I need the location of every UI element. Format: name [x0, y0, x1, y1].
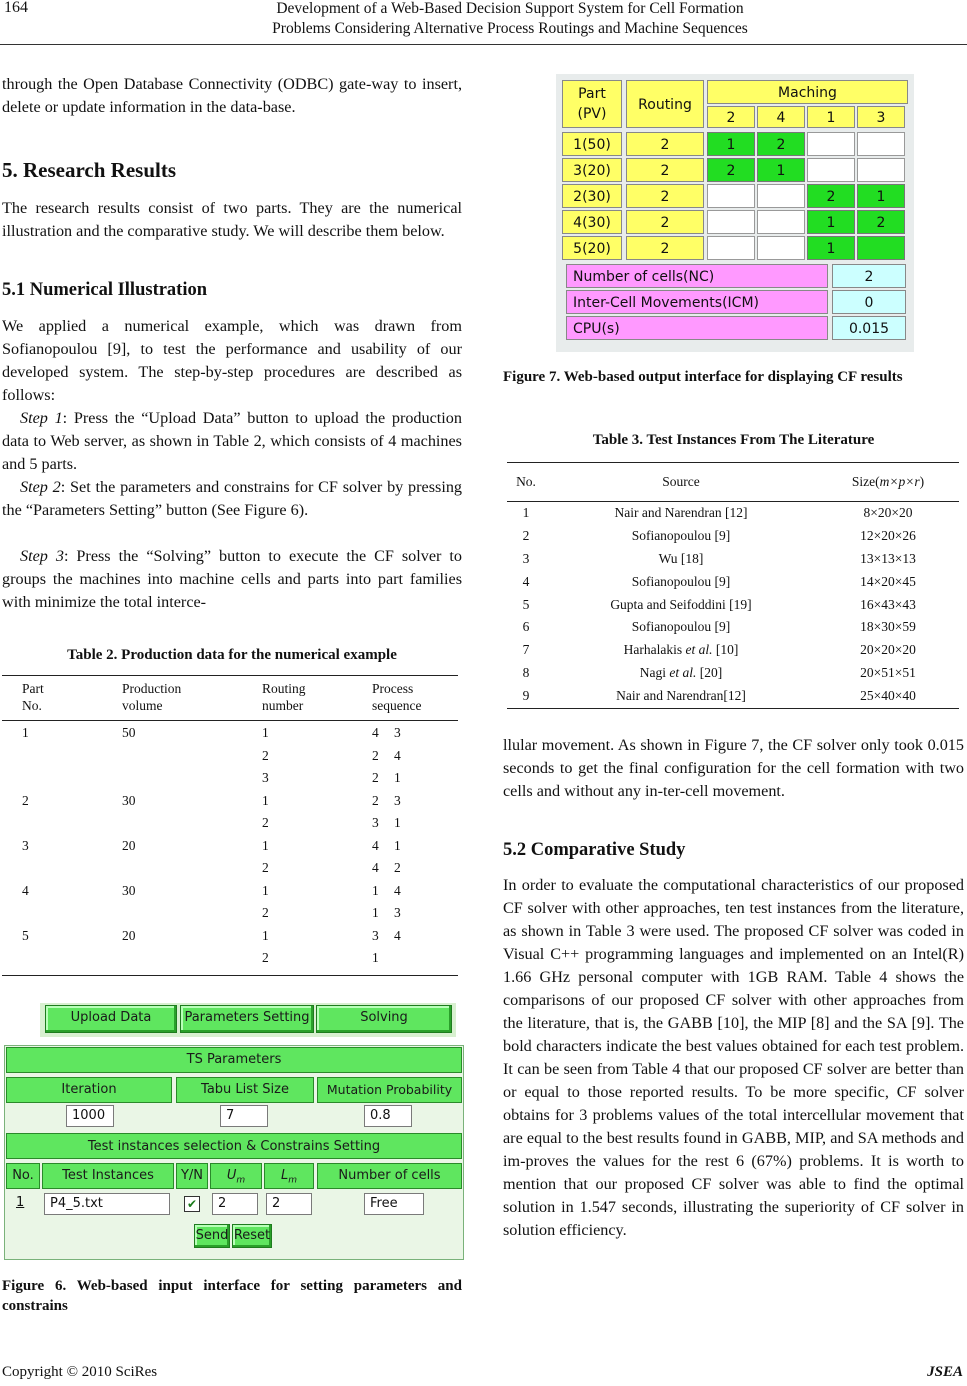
maching-header: Maching	[707, 80, 908, 104]
paragraph-section-5-1: We applied a numerical example, which was drawn from Sofianopoulou [9], to test the performance and usability of our developed system. The step-by-step procedures are described as follows:	[2, 317, 462, 404]
table-row	[507, 548, 959, 571]
figure-6	[0, 995, 470, 1265]
header-rule	[0, 44, 967, 45]
routing-cell: 2	[626, 210, 704, 234]
test-instances-selection-title: Test instances selection & Constrains Setting	[6, 1133, 462, 1159]
process-sequence-cell	[372, 721, 458, 748]
table-cell: 13×13×13	[860, 550, 916, 566]
section-heading-5: 5. Research Results	[2, 158, 177, 182]
table-cell: 2	[22, 792, 29, 808]
machine-header: 2	[707, 106, 755, 128]
mutation-probability-header: Mutation Probability	[317, 1077, 462, 1103]
table-row	[507, 525, 959, 548]
section-heading-5-1: 5.1 Numerical Illustration	[2, 280, 208, 300]
table-2-header-cell: Production volume	[122, 681, 182, 713]
table-cell: 18×30×59	[860, 619, 916, 635]
table-cell: 2	[262, 950, 269, 965]
table-3-header-no: No.	[516, 474, 536, 489]
sequence-step: 4	[394, 747, 401, 763]
table-row	[2, 883, 458, 906]
step-3-label: Step 3	[20, 547, 64, 565]
table-cell: 1	[262, 837, 269, 853]
assignment-cell: 1	[807, 210, 855, 234]
sequence-step: 3	[394, 792, 401, 808]
table-cell	[122, 905, 262, 928]
process-sequence-cell	[372, 950, 458, 973]
assignment-cell: 1	[807, 236, 855, 260]
table-row	[507, 684, 959, 707]
sequence-step: 3	[394, 905, 401, 920]
table-cell: 3	[262, 770, 269, 785]
process-sequence-cell	[372, 770, 458, 793]
assignment-cell	[707, 236, 755, 260]
sequence-step: 2	[394, 860, 401, 875]
part-cell: 5(20)	[562, 236, 622, 260]
assignment-cell	[857, 236, 905, 260]
assignment-cell: 2	[857, 210, 905, 234]
table-2-header-cell: Routing number	[262, 681, 306, 713]
table-row	[2, 721, 458, 748]
yn-checkbox[interactable]: ✔	[184, 1196, 200, 1212]
process-sequence-cell	[372, 838, 458, 861]
um-header-letter: U	[226, 1168, 237, 1183]
step-1-label: Step 1	[20, 409, 63, 427]
page-number: 164	[4, 0, 28, 16]
cpu-value: 0.015	[832, 316, 906, 340]
table-cell: 20×20×20	[860, 642, 916, 658]
paragraph-section-5-2: In order to evaluate the computational characteristics of our proposed CF solver with other approaches, ten test instances from the literature, as shown in Table 3 were used. The proposed CF solver was coded in Visual C++ programming languages and implemented on an Intel(R) 1.66 GHz personal computer with 1GB RAM. Table 4 shows the comparisons of our proposed CF solver with other approaches from the literature, that is, the GABB [10], the MIP [8] and the SA [9]. The bold characters indicate the best values obtained for each test problem. It can be seen from Table 4 that our proposed CF solver are better than or equal to those reported results. To be more specific, CF solver obtains for 3 problems values of the total intercellular movement that are equal to the best results found in GABB, MIP, and SA methods and im-proves the values for the rest 6 (67%) problems. It is worth to mention that our proposed CF solver was able to find the optimal solution in 1.547 seconds, illustrating the superiority of CF solver in solution efficiency.	[503, 876, 964, 1239]
routing-cell: 2	[626, 132, 704, 156]
routing-header: Routing	[626, 80, 704, 128]
step-1-text: : Press the “Upload Data” button to upload the production data to Web server, as shown in Table 2, which consists of 4 machines and 5 parts.	[2, 409, 462, 473]
table-cell: Harhalakis et al. [10]	[623, 642, 739, 658]
sequence-step: 2	[372, 792, 379, 808]
table-3-header-row	[507, 463, 959, 502]
table-cell: 1	[262, 792, 269, 808]
table-cell: 25×40×40	[860, 687, 916, 703]
sequence-step: 2	[372, 770, 379, 785]
table-cell: 14×20×45	[860, 573, 916, 589]
sequence-step: 1	[372, 905, 379, 920]
sequence-step: 4	[372, 837, 379, 853]
table-cell	[2, 748, 122, 771]
table-cell: 1	[522, 505, 530, 521]
step-2-text: : Set the parameters and constrains for CF solver by pressing the “Parameters Setting” button (See Figure 6).	[2, 478, 463, 519]
table-cell: 6	[522, 619, 530, 635]
table-cell: 20	[122, 927, 136, 943]
table-cell: 1	[262, 882, 269, 898]
table-row	[2, 748, 458, 771]
table-cell: 9	[522, 687, 530, 703]
sequence-step: 4	[394, 882, 401, 898]
reset-button[interactable]: Reset	[232, 1224, 272, 1248]
lm-input[interactable]: 2	[266, 1193, 312, 1215]
footer-copyright: Copyright © 2010 SciRes	[2, 1364, 158, 1380]
assignment-cell: 2	[757, 132, 805, 156]
table-cell: 8	[522, 664, 530, 680]
nc-value: 2	[832, 264, 906, 288]
figure-7	[556, 74, 914, 352]
table-cell: Gupta and Seifoddini [19]	[610, 596, 752, 612]
table-cell: 4	[522, 573, 530, 589]
process-sequence-cell	[372, 860, 458, 883]
solving-button[interactable]: Solving	[316, 1005, 452, 1033]
table-cell	[2, 905, 122, 928]
table-cell: 5	[22, 927, 29, 943]
table-cell: Sofianopoulou [9]	[631, 619, 731, 635]
table-row	[2, 770, 458, 793]
table-2-caption: Table 2. Production data for the numerical example	[67, 647, 397, 663]
table-row	[2, 905, 458, 928]
part-header-label: Part	[578, 86, 606, 102]
table-cell	[122, 950, 262, 973]
table-3-header-source: Source	[662, 474, 700, 489]
nc-label: Number of cells(NC)	[566, 264, 828, 288]
assignment-cell	[757, 184, 805, 208]
number-of-cells-input[interactable]: Free	[364, 1193, 424, 1215]
table-row	[2, 815, 458, 838]
assignment-cell	[807, 132, 855, 156]
iteration-input[interactable]: 1000	[66, 1105, 114, 1127]
assignment-cell	[857, 158, 905, 182]
process-sequence-cell	[372, 815, 458, 838]
table-cell	[122, 860, 262, 883]
test-instances-header: Test Instances	[42, 1163, 174, 1189]
machine-header: 3	[857, 106, 905, 128]
figure-7-caption: Figure 7. Web-based output interface for displaying CF results	[503, 369, 903, 385]
table-2	[2, 675, 458, 976]
table-cell	[2, 860, 122, 883]
running-header-line2: Problems Considering Alternative Process Routings and Machine Sequences	[272, 20, 748, 37]
parameters-setting-button[interactable]: Parameters Setting	[180, 1005, 314, 1033]
sequence-step: 1	[372, 950, 379, 965]
paragraph-step-3	[2, 545, 462, 614]
footer-journal: JSEA	[927, 1364, 963, 1380]
routing-cell: 2	[626, 158, 704, 182]
table-cell: Sofianopoulou [9]	[631, 528, 731, 544]
table-cell: 2	[262, 815, 269, 830]
part-cell: 4(30)	[562, 210, 622, 234]
ts-parameters-title: TS Parameters	[6, 1047, 462, 1073]
table-cell: Nair and Narendran[12]	[616, 687, 746, 703]
assignment-cell	[707, 184, 755, 208]
table-row	[507, 502, 959, 525]
assignment-cell: 2	[707, 158, 755, 182]
table-cell: 3	[22, 837, 29, 853]
routing-cell: 2	[626, 236, 704, 260]
table-cell: 2	[262, 905, 269, 920]
paragraph-section-5: The research results consist of two parts. They are the numerical illustration and the comparative study. We will describe them below.	[2, 199, 462, 240]
process-sequence-cell	[372, 883, 458, 906]
sequence-step: 3	[394, 725, 401, 740]
table-cell: 30	[122, 792, 136, 808]
table-row	[2, 793, 458, 816]
icm-value: 0	[832, 290, 906, 314]
process-sequence-cell	[372, 928, 458, 951]
table-3-bottom-rule	[507, 708, 959, 709]
table-cell: 20×51×51	[860, 664, 916, 680]
lm-header-subscript: m	[288, 1175, 298, 1186]
icm-label: Inter-Cell Movements(ICM)	[566, 290, 828, 314]
sequence-step: 3	[372, 927, 379, 943]
assignment-cell: 1	[757, 158, 805, 182]
sequence-step: 1	[394, 815, 401, 830]
table-cell: 2	[262, 860, 269, 875]
machine-header: 4	[757, 106, 805, 128]
paragraph-step-2	[2, 476, 462, 522]
table-2-bottom-rule	[2, 975, 458, 976]
table-3-header-size: Size(m×p×r)	[851, 474, 925, 489]
table-2-header-row	[2, 676, 458, 721]
section-heading-5-2: 5.2 Comparative Study	[503, 840, 686, 860]
table-cell: 7	[522, 642, 530, 658]
upload-data-button[interactable]: Upload Data	[45, 1005, 177, 1033]
sequence-step: 4	[372, 860, 379, 875]
test-instance-input[interactable]: P4_5.txt	[44, 1193, 170, 1215]
no-header: No.	[6, 1163, 40, 1189]
part-cell: 3(20)	[562, 158, 622, 182]
part-pv-header	[562, 80, 622, 128]
table-cell	[2, 770, 122, 793]
pv-header-label: (PV)	[577, 106, 607, 122]
assignment-cell	[857, 132, 905, 156]
step-2-label: Step 2	[20, 478, 61, 496]
table-cell	[122, 815, 262, 838]
paragraph-continuation: llular movement. As shown in Figure 7, the CF solver only took 0.015 seconds to get the final configuration for the cell formation with two cells and without any in-ter-cell movement.	[503, 736, 964, 800]
table-cell: Wu [18]	[658, 550, 704, 566]
table-cell: Sofianopoulou [9]	[631, 573, 731, 589]
tabu-list-size-input[interactable]: 7	[220, 1105, 268, 1127]
iteration-header: Iteration	[6, 1077, 172, 1103]
assignment-cell	[707, 210, 755, 234]
lm-header	[264, 1163, 314, 1189]
table-row	[507, 639, 959, 662]
table-row	[507, 570, 959, 593]
table-cell: 3	[522, 550, 530, 566]
um-input[interactable]: 2	[212, 1193, 258, 1215]
table-row	[507, 593, 959, 616]
paragraph-intro: through the Open Database Connectivity (ODBC) gate-way to insert, delete or update information in the data-base.	[2, 75, 462, 116]
assignment-cell: 1	[707, 132, 755, 156]
table-cell: 8×20×20	[863, 505, 913, 521]
table-cell: 1	[22, 725, 29, 740]
table-cell	[122, 748, 262, 771]
table-cell	[2, 950, 122, 973]
sequence-step: 3	[372, 815, 379, 830]
row-number: 1	[16, 1195, 25, 1210]
assignment-cell: 1	[857, 184, 905, 208]
sequence-step: 1	[372, 882, 379, 898]
tabu-list-size-header: Tabu List Size	[176, 1077, 314, 1103]
part-cell: 1(50)	[562, 132, 622, 156]
process-sequence-cell	[372, 793, 458, 816]
routing-cell: 2	[626, 184, 704, 208]
table-cell: 12×20×26	[860, 528, 916, 544]
table-cell: 30	[122, 882, 136, 898]
um-header	[210, 1163, 262, 1189]
cpu-label: CPU(s)	[566, 316, 828, 340]
assignment-cell	[807, 158, 855, 182]
table-row	[507, 616, 959, 639]
number-of-cells-header: Number of cells	[317, 1163, 462, 1189]
process-sequence-cell	[372, 905, 458, 928]
table-row	[2, 950, 458, 973]
table-3	[507, 462, 959, 709]
table-cell: 5	[522, 596, 530, 612]
assignment-cell	[757, 210, 805, 234]
sequence-step: 4	[372, 725, 379, 740]
machine-header: 1	[807, 106, 855, 128]
table-cell: 4	[22, 882, 29, 898]
yn-header: Y/N	[176, 1163, 208, 1189]
sequence-step: 2	[372, 747, 379, 763]
table-row	[2, 928, 458, 951]
um-header-subscript: m	[236, 1175, 246, 1186]
table-2-header-cell: Process sequence	[372, 681, 422, 713]
assignment-cell	[757, 236, 805, 260]
mutation-probability-input[interactable]: 0.8	[364, 1105, 412, 1127]
send-button[interactable]: Send	[194, 1224, 230, 1248]
sequence-step: 4	[394, 927, 401, 943]
table-cell: 20	[122, 837, 136, 853]
table-row	[2, 860, 458, 883]
figure-6-caption: Figure 6. Web-based input interface for setting parameters and constrains	[2, 1278, 462, 1314]
lm-header-letter: L	[280, 1168, 289, 1183]
table-cell: 1	[262, 927, 269, 943]
running-header-line1: Development of a Web-Based Decision Support System for Cell Formation	[276, 0, 744, 17]
table-cell: Nair and Narendran [12]	[614, 505, 748, 521]
table-cell: 1	[262, 725, 269, 740]
table-cell	[2, 815, 122, 838]
table-cell: Nagi et al. [20]	[639, 664, 723, 680]
assignment-cell: 2	[807, 184, 855, 208]
sequence-step: 1	[394, 837, 401, 853]
process-sequence-cell	[372, 748, 458, 771]
table-cell: 2	[522, 528, 530, 544]
table-cell: 2	[262, 747, 269, 763]
table-cell: 50	[122, 725, 136, 740]
sequence-step: 1	[394, 770, 401, 785]
table-row	[507, 662, 959, 685]
paragraph-step-1	[2, 407, 462, 476]
table-row	[2, 838, 458, 861]
step-3-text: : Press the “Solving” button to execute the CF solver to groups the machines into machine cells and parts into part families with minimize the total interce-	[2, 547, 463, 611]
table-2-header-cell: Part No.	[22, 681, 44, 713]
table-cell	[122, 770, 262, 793]
table-3-caption: Table 3. Test Instances From The Literature	[592, 432, 875, 448]
table-cell: 16×43×43	[860, 596, 916, 612]
part-cell: 2(30)	[562, 184, 622, 208]
